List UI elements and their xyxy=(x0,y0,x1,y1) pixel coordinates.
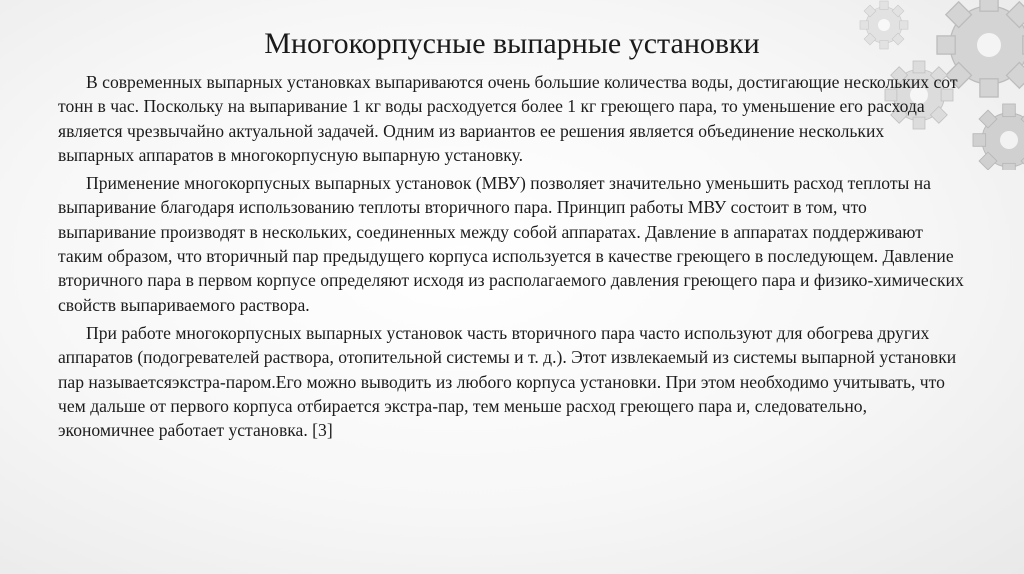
slide-body xyxy=(58,70,964,446)
slide-title: Многокорпусные выпарные установки xyxy=(264,27,760,60)
paragraph-extra-steam: При работе многокорпусных выпарных установок часть вторичного пара часто используют для обогрева других аппаратов (подогревателей раствора, отопительной системы и т. д.). Этот извлекаемый из системы выпарной установки пар называетсяэкстра-паром.Его можно выводить из любого корпуса установки. При этом необходимо учитывать, что чем дальше от первого корпуса отбирается экстра-пар, тем меньше расход греющего пара и, следовательно, экономичнее работает установка. [3] xyxy=(58,322,957,441)
paragraph-mvu-principle: Применение многокорпусных выпарных установок (МВУ) позволяет значительно уменьшить расход теплоты на выпаривание благодаря использованию теплоты вторичного пара. Принцип работы МВУ состоит в том, что выпаривание производят в нескольких, соединенных между собой аппаратах. Давление в аппаратах поддерживают таким образом, что вторичный пар предыдущего корпуса используется в качестве греющего в последующем. Давление вторичного пара в первом корпусе определяют исходя из располагаемого давления греющего пара и физико-химических свойств выпариваемого раствора. xyxy=(58,173,964,315)
paragraph-intro: В современных выпарных установках выпариваются очень большие количества воды, достигающие нескольких сот тонн в час. Поскольку на выпаривание 1 кг воды расходуется более 1 кг греющего пара, то уменьшение его расхода является чрезвычайно актуальной задачей. Одним из вариантов ее решения является объединение нескольких выпарных аппаратов в многокорпусную выпарную установку. xyxy=(58,72,958,165)
